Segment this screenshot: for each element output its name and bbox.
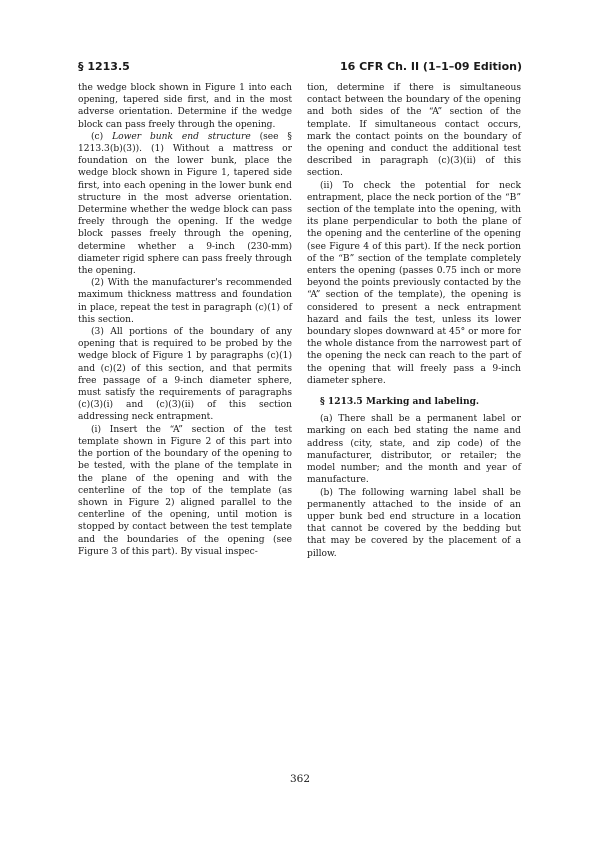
section-heading: § 1213.5 Marking and labeling. — [320, 396, 480, 408]
paragraph-c-lower-bunk — [78, 131, 292, 277]
paragraph-continuation: tion, determine if there is simultaneous contact between the boundary of the opening and both sides of the “A” section of the template. If simultaneous contact occurs, mark the contact points on the boundary of the opening and conduct the additional test described in paragraph (c)(3)(ii) of this section. — [307, 83, 521, 179]
left-column — [78, 82, 292, 558]
paragraph-c3-i: (i) Insert the “A” section of the test template shown in Figure 2 of this part into the portion of the boundary of the opening to be tested, with the plane of the template in the plane of the opening and with the centerline of the top of the template (as shown in Figure 2) aligned parallel to the centerline of the opening, until motion is stopped by contact between the test template and the boundaries of the opening (see Figure 3 of this part). By visual inspec- — [78, 424, 292, 557]
paragraph-italic-heading: Lower bunk end structure — [112, 131, 251, 142]
header-section-number: § 1213.5 — [78, 60, 130, 73]
paragraph-c2: (2) With the manufacturer's recommended maximum thickness mattress and foundation in place, repeat the test in paragraph (c)(1) of this section. — [78, 278, 292, 325]
page-number: 362 — [289, 773, 311, 785]
paragraph-c3-ii: (ii) To check the potential for neck entrapment, place the neck portion of the “B” section of the template into the opening, with its plane perpendicular to both the plane of the opening and the centerline of the opening (see Figure 4 of this part). If the neck portion of the “B” section of the template completely enters the opening (passes 0.75 inch or more beyond the points previously contacted by the “A” section of the template), the opening is considered to present a neck entrapment hazard and fails the test, unless its lower boundary slopes downward at 45° or more for the whole distance from the narrowest part of the opening the neck can reach to the part of the opening that will freely pass a 9-inch diameter sphere. — [307, 180, 521, 386]
paragraph-continuation: the wedge block shown in Figure 1 into each opening, tapered side first, and in the most adverse orientation. Determine if the wedge block can pass freely through the opening. — [78, 83, 292, 130]
paragraph-c3: (3) All portions of the boundary of any opening that is required to be probed by the wedge block of Figure 1 by paragraphs (c)(1) and (c)(2) of this section, and that permits free passage of a 9-inch diameter sphere, must satisfy the requirements of paragraphs (c)(3)(i) and (c)(3)(ii) of this section addressing neck entrapment. — [78, 327, 292, 423]
paragraph-a: (a) There shall be a permanent label or marking on each bed stating the name and address (city, state, and zip code) of the manufacturer, distributor, or retailer; the model number; and the month and year of manufacture. — [307, 414, 521, 486]
header-title: 16 CFR Ch. II (1–1–09 Edition) — [339, 60, 522, 73]
paragraph-body: (see § 1213.3(b)(3)). (1) Without a mattress or foundation on the lower bunk, place the wedge block shown in Figure 1, tapered side first, into each opening in the lower bunk end structure in the most adverse orientation. Determine whether the wedge block can pass freely through the opening. If the wedge block passes freely through the opening, determine whether a 9-inch (230-mm) diameter rigid sphere can pass freely through the opening. — [78, 131, 292, 277]
paragraph-label: (c) — [91, 131, 113, 142]
right-column — [307, 82, 521, 560]
paragraph-b: (b) The following warning label shall be permanently attached to the inside of an upper bunk bed end structure in a location that cannot be covered by the bedding but that may be covered by the placement of a pillow. — [307, 487, 521, 559]
running-header — [78, 60, 522, 76]
